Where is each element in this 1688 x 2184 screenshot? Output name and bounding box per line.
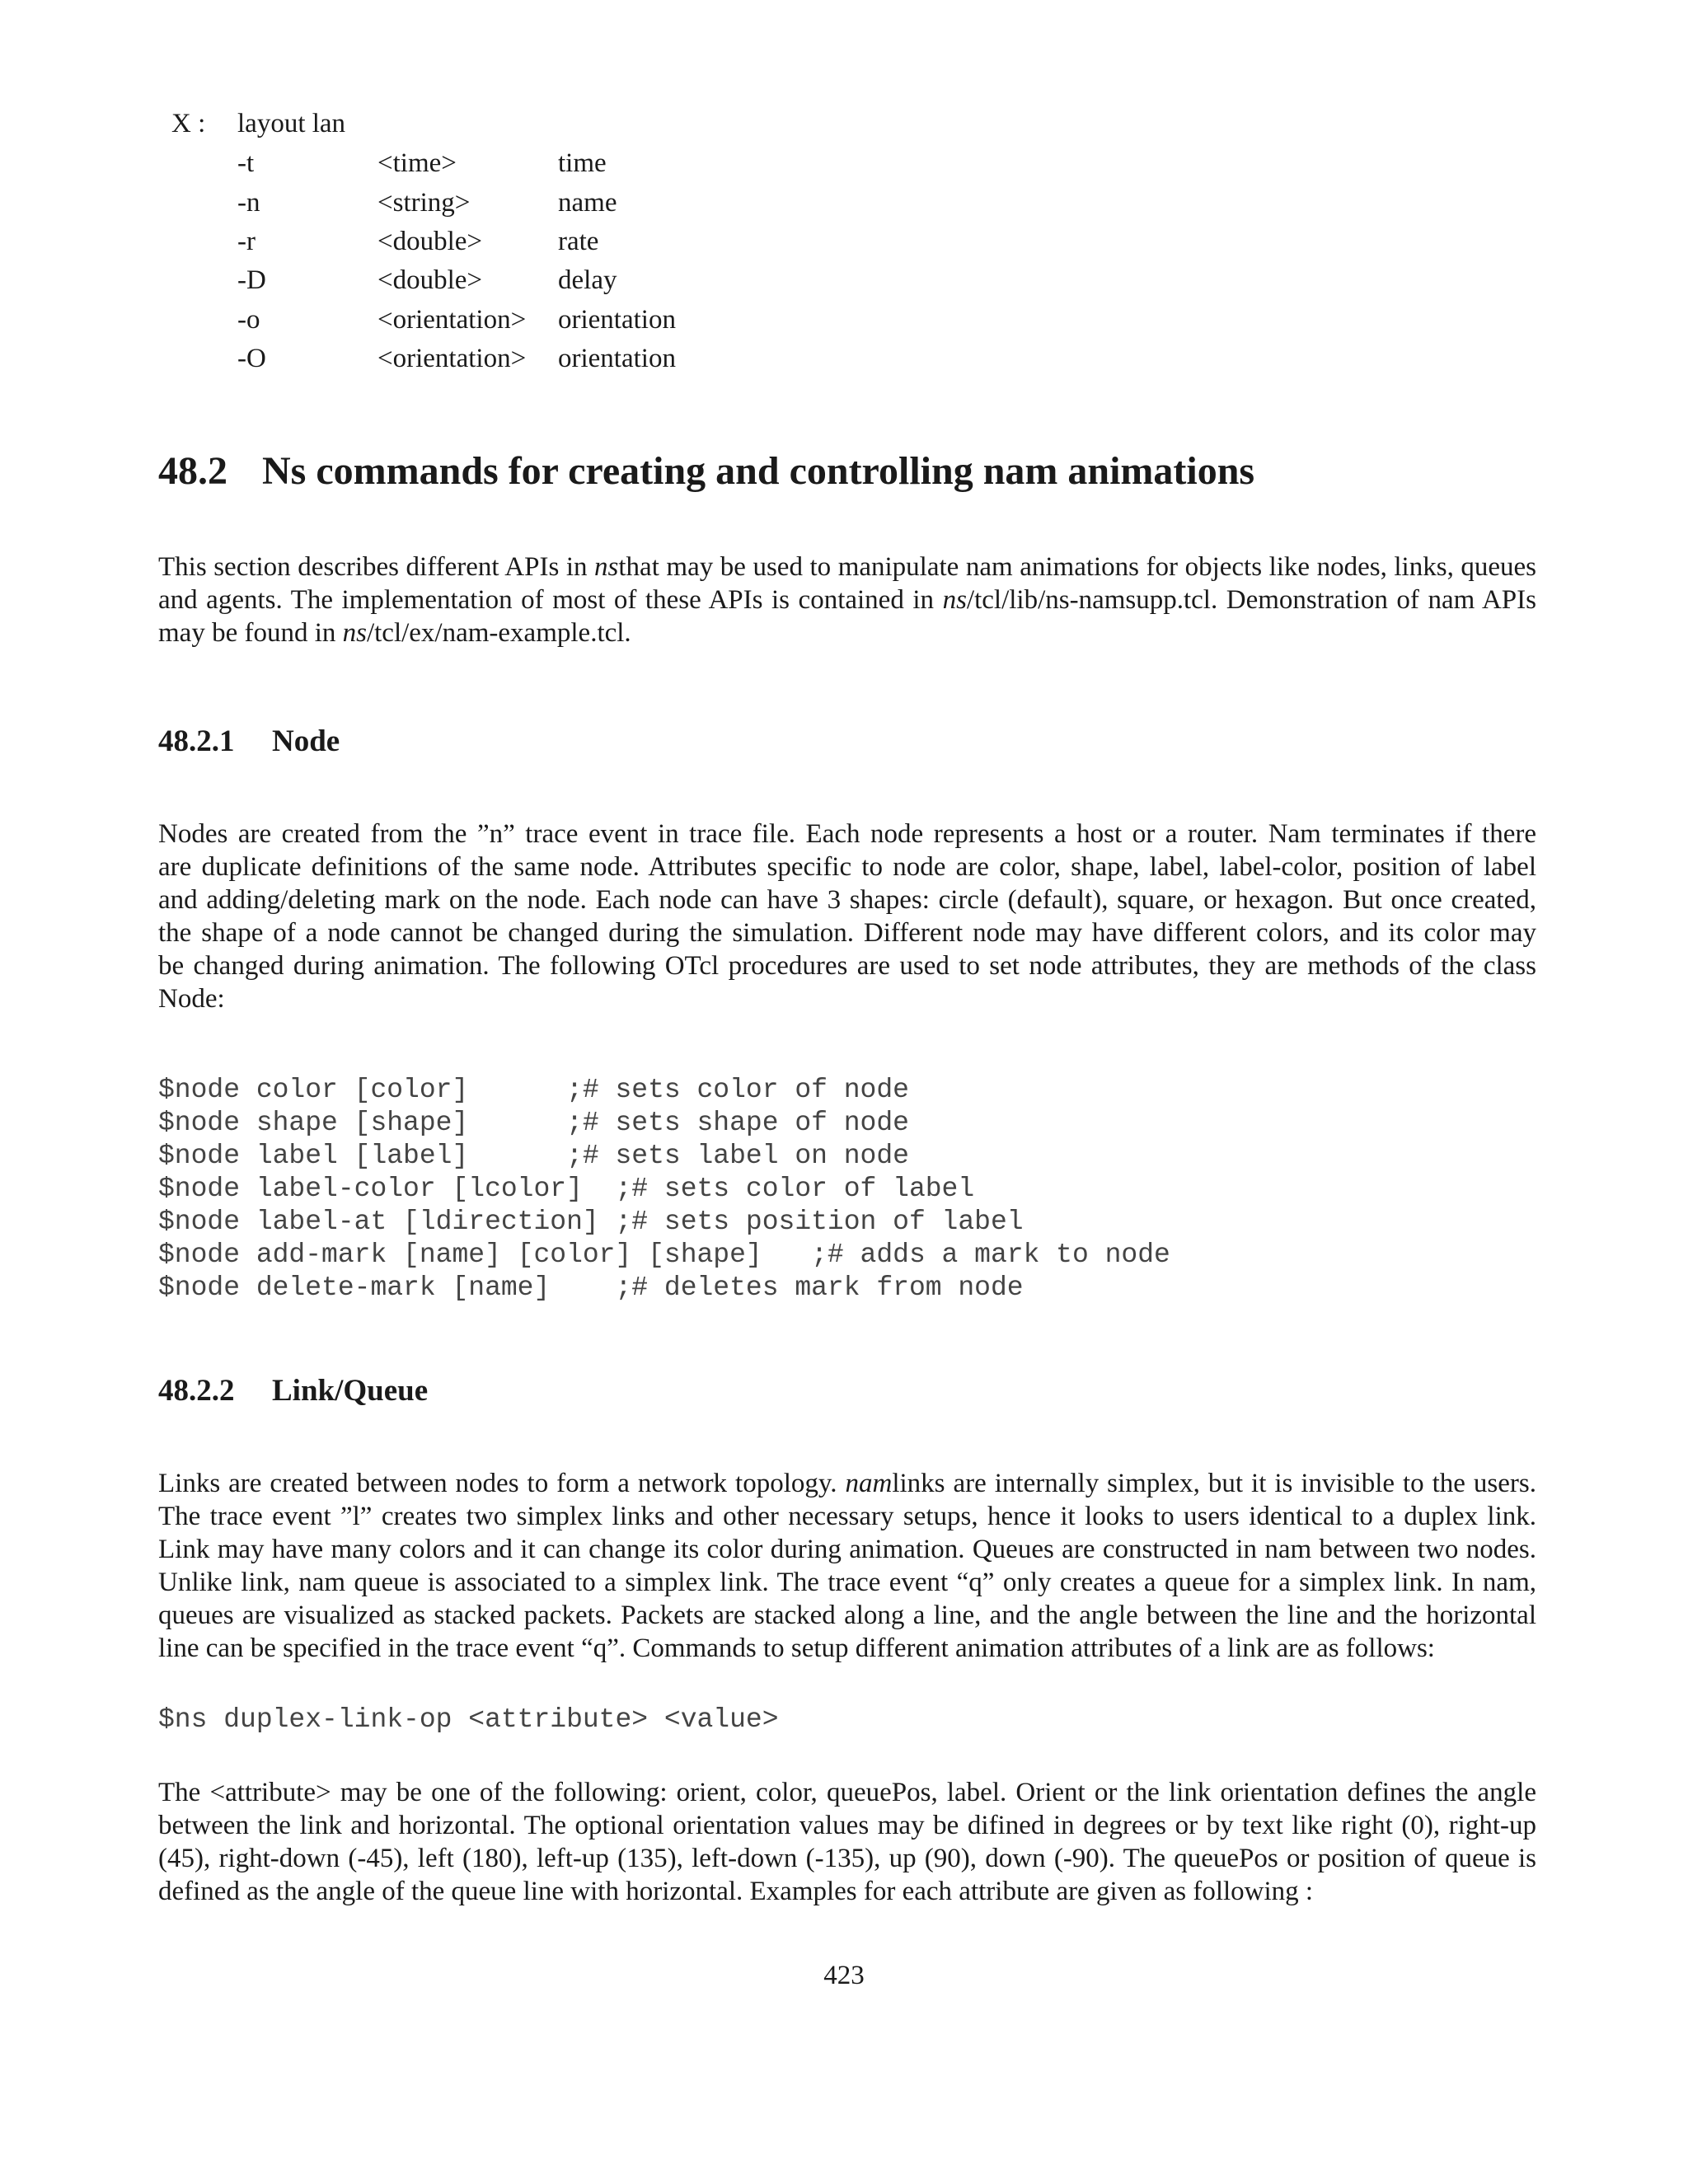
text-run: links are internally simplex, but it is invisible to the users. [892,1469,1536,1498]
text-run: /tcl/ex/nam-example.tcl. [366,618,631,648]
paragraph-line: Link may have many colors and it can change its color during animation. Queues are constructed in nam between two nodes. [158,1535,1536,1564]
paragraph-line: Node: [158,984,225,1014]
text-run: Links are created between nodes to form a network topology. [158,1469,846,1498]
subsection-number: 48.2.2 [158,1374,235,1408]
text-run: may be found in [158,618,343,648]
paragraph-line: Unlike link, nam queue is associated to a simplex link. The trace event “q” only creates a queue for a simplex link. In nam, [158,1568,1536,1597]
nam-italic: nam [845,1469,893,1498]
code-line: $node label-color [lcolor] ;# sets color of label [158,1174,975,1204]
paragraph-line: be changed during animation. The following OTcl procedures are used to set node attributes, they are methods of the class [158,951,1536,981]
option-type: <double> [377,265,483,295]
section-title: Ns commands for creating and controlling nam animations [262,449,1255,493]
option-flag: -r [237,227,256,256]
code-line: $node label [label] ;# sets label on node [158,1141,909,1171]
code-line: $node shape [shape] ;# sets shape of node [158,1108,909,1138]
code-line: $node label-at [ldirection] ;# sets position of label [158,1207,1024,1237]
option-desc: orientation [558,344,676,373]
paragraph-line [158,583,1536,616]
text-run: This section describes different APIs in [158,552,595,582]
paragraph-line: are duplicate definitions of the same node. Attributes specific to node are color, shape, label, label-color, position of label [158,852,1536,882]
option-flag: -n [237,188,260,218]
option-desc: delay [558,265,617,295]
code-line: $node color [color] ;# sets color of node [158,1075,909,1105]
option-flag: -t [237,148,255,178]
paragraph-line [158,551,1536,583]
section-number: 48.2 [158,449,227,493]
ns-italic: ns [942,585,967,615]
text-run: and agents. The implementation of most of these APIs is contained in [158,585,943,615]
paragraph-line: and adding/deleting mark on the node. Each node can have 3 shapes: circle (default), square, or hexagon. But once created, [158,885,1536,915]
page-number: 423 [823,1961,865,1990]
paragraph-line [158,616,1536,649]
paragraph-line [158,1467,1536,1500]
ns-italic: ns [342,618,367,648]
code-line: $node add-mark [name] [color] [shape] ;# adds a mark to node [158,1240,1170,1270]
option-flag: -O [237,344,266,373]
link-code-line: $ns duplex-link-op <attribute> <value> [158,1704,779,1735]
paragraph-line: Nodes are created from the ”n” trace event in trace file. Each node represents a host or a router. Nam terminates if there [158,819,1536,849]
option-desc: name [558,188,617,218]
attribute-paragraph [158,1776,1536,1908]
option-type: <string> [377,188,471,218]
option-desc: orientation [558,305,676,335]
node-paragraph [158,818,1536,1015]
subsection-title: Link/Queue [272,1374,429,1408]
paragraph-line: The trace event ”l” creates two simplex links and other necessary setups, hence it looks to users identical to a duplex link. [158,1502,1536,1531]
paragraph-line: defined as the angle of the queue line with horizontal. Examples for each attribute are given as following : [158,1877,1314,1906]
option-flag: -D [237,265,266,295]
option-type: <orientation> [377,344,527,373]
paragraph-line: line can be specified in the trace event “q”. Commands to setup different animation attributes of a link are as follows: [158,1633,1435,1663]
paragraph-line: (45), right-down (-45), left (180), left-up (135), left-down (-135), up (90), down (-90). The queuePos or position of queue is [158,1844,1536,1873]
subsection-title: Node [272,724,340,758]
layout-title: layout lan [237,109,346,138]
code-line: $node delete-mark [name] ;# deletes mark from node [158,1272,1024,1303]
option-type: <orientation> [377,305,527,335]
option-desc: rate [558,227,599,256]
text-run: /tcl/lib/ns-namsupp.tcl. Demonstration of nam APIs [966,585,1536,615]
paragraph-line: the shape of a node cannot be changed during the simulation. Different node may have different colors, and its color may [158,918,1536,948]
paragraph-line: between the link and horizontal. The optional orientation values may be difined in degrees or by text like right (0), right-up [158,1811,1536,1840]
ns-italic: ns [594,552,619,582]
option-type: <double> [377,227,483,256]
section-intro-paragraph [158,551,1536,649]
text-run: that may be used to manipulate nam animations for objects like nodes, links, queues [618,552,1536,582]
option-desc: time [558,148,607,178]
layout-prefix: X : [171,109,206,138]
paragraph-line: The <attribute> may be one of the following: orient, color, queuePos, label. Orient or the link orientation defines the angle [158,1778,1536,1807]
link-paragraph [158,1467,1536,1665]
option-type: <time> [377,148,457,178]
paragraph-line: queues are visualized as stacked packets. Packets are stacked along a line, and the angle between the line and the horizontal [158,1601,1536,1630]
subsection-number: 48.2.1 [158,724,235,758]
option-flag: -o [237,305,260,335]
